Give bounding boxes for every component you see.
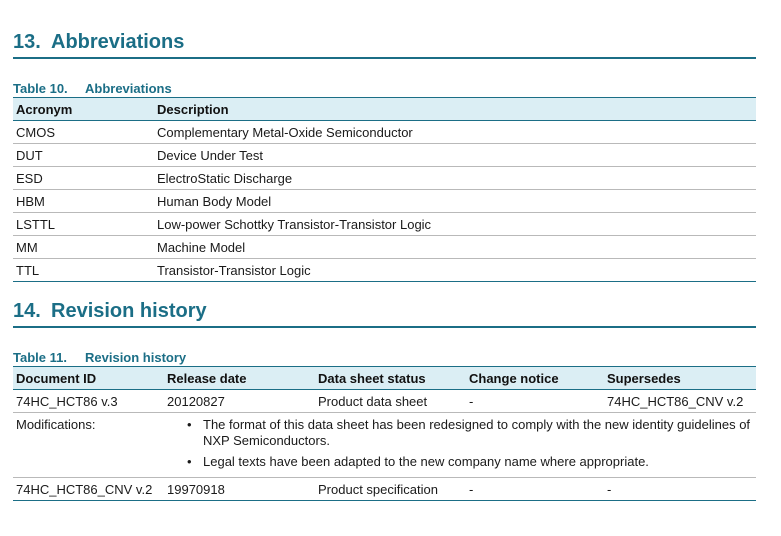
table-row [13,213,756,236]
abbreviations-table [13,97,756,282]
release-date-cell: 20120827 [167,393,225,409]
table-11-caption [13,349,756,366]
document-id-cell: 74HC_HCT86 v.3 [16,393,118,409]
description-cell: Low-power Schottky Transistor-Transistor Logic [154,213,756,236]
header-description: Description [154,98,756,121]
section-14-title: Revision history [51,300,207,322]
table-row [13,478,756,501]
header-document-id: Document ID [13,367,164,390]
description-cell: Machine Model [154,236,756,259]
table-header-row [13,367,756,390]
section-13-number: 13. [13,31,41,53]
header-change-notice: Change notice [466,367,604,390]
description-cell: Human Body Model [154,190,756,213]
supersedes-cell: 74HC_HCT86_CNV v.2 [607,393,744,409]
table-row [13,144,756,167]
status-cell: Product specification [315,478,466,501]
bullet-icon: • [187,417,192,432]
acronym-cell: LSTTL [13,213,154,236]
table-row [13,190,756,213]
change-notice-cell: - [466,478,604,501]
supersedes-cell: - [604,478,756,501]
modifications-list [167,417,753,470]
revision-history-table [13,366,756,501]
list-item [187,454,753,470]
acronym-cell: MM [13,236,154,259]
table-row [13,390,756,413]
acronym-cell: TTL [13,259,154,282]
table-10-number: Table 10. [13,81,68,96]
table-row [13,236,756,259]
table-row [13,259,756,282]
section-13-title: Abbreviations [51,31,185,53]
section-13-heading [13,0,756,59]
table-header-row [13,98,756,121]
section-14-number: 14. [13,300,41,322]
change-notice-cell: - [469,393,474,409]
modification-text: The format of this data sheet has been redesigned to comply with the new identity guidelines of NXP Semiconductors. [203,417,751,448]
description-cell: Device Under Test [154,144,756,167]
description-cell: ElectroStatic Discharge [154,167,756,190]
table-row [13,167,756,190]
description-cell: Transistor-Transistor Logic [154,259,756,282]
table-row [13,121,756,144]
acronym-cell: CMOS [16,124,55,140]
table-11-title: Revision history [85,350,187,365]
acronym-cell: DUT [13,144,154,167]
acronym-cell: HBM [13,190,154,213]
status-cell: Product data sheet [318,393,428,409]
document-page [13,0,756,501]
acronym-cell: ESD [13,167,154,190]
table-10-caption [13,80,756,97]
header-data-sheet-status: Data sheet status [315,367,466,390]
modifications-label: Modifications: [13,413,164,478]
release-date-cell: 19970918 [164,478,315,501]
header-acronym: Acronym [13,98,154,121]
table-10-title: Abbreviations [85,81,172,96]
header-release-date: Release date [164,367,315,390]
modifications-cell [164,413,756,478]
description-cell: Complementary Metal-Oxide Semiconductor [157,124,413,140]
bullet-icon: • [187,454,192,469]
list-item [187,417,753,449]
modifications-row [13,413,756,478]
modification-text: Legal texts have been adapted to the new company name where appropriate. [203,454,649,469]
table-11-number: Table 11. [13,350,67,365]
header-supersedes: Supersedes [604,367,756,390]
section-14-heading [13,282,756,328]
document-id-cell: 74HC_HCT86_CNV v.2 [13,478,164,501]
